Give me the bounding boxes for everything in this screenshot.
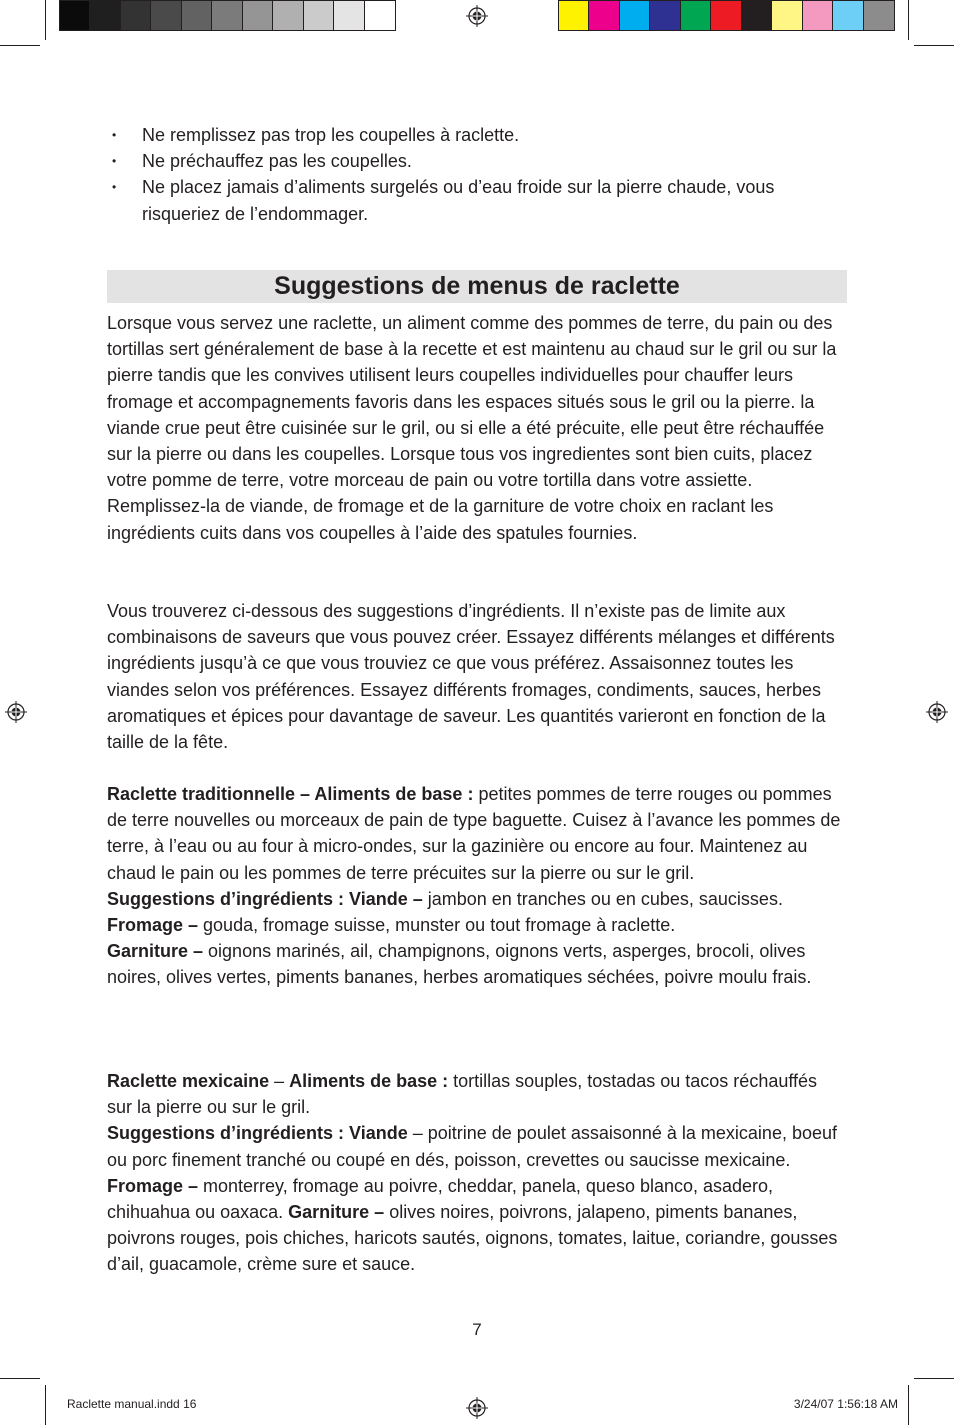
list-item: • Ne préchauffez pas les coupelles. xyxy=(107,148,847,174)
mexican-base-text: tortillas souples, tostadas ou tacos réchauffés sur la pierre ou sur le gril. xyxy=(107,1071,818,1118)
mexican-cheese-text: monterrey, fromage au poivre, cheddar, panela, queso blanco, asadero, chihuahua ou oaxaca. xyxy=(107,1175,774,1223)
crop-mark xyxy=(908,1385,909,1425)
mexican-dash: – xyxy=(269,1071,290,1091)
color-swatch xyxy=(650,1,680,30)
registration-mark-icon xyxy=(926,701,948,723)
color-swatch xyxy=(803,1,833,30)
traditional-ingredients-paragraph xyxy=(107,886,847,991)
crop-mark xyxy=(45,1385,46,1425)
gray-swatch xyxy=(90,1,120,30)
color-swatch xyxy=(559,1,589,30)
mexican-meat-text: – poitrine de poulet assaisonné à la mexicaine, boeuf ou porc finement tranché ou coupé en dés, poisson, crevettes ou saucisse mexicaine. xyxy=(107,1123,838,1170)
process-color-bar xyxy=(558,0,895,31)
mexican-cheese-label: Fromage – xyxy=(107,1175,199,1196)
registration-mark-icon xyxy=(466,1397,488,1419)
slug-filename: Raclette manual.indd 16 xyxy=(67,1397,197,1411)
color-swatch xyxy=(833,1,863,30)
traditional-base-text: petites pommes de terre rouges ou pommes de terre nouvelles ou morceaux de pain de type baguette. Cuisez à l’avance les pommes de terre, à l’eau ou au four à micro-ondes, sur la gazinière ou encore au four. Maintenez au chaud le pain ou les pommes de terre précuites sur la pierre ou sur le gril. xyxy=(107,784,841,883)
mexican-base-paragraph xyxy=(107,1068,847,1120)
crop-mark xyxy=(914,45,954,46)
gray-swatch xyxy=(212,1,242,30)
mexican-title-label: Raclette mexicaine xyxy=(107,1071,270,1091)
mexican-raclette-section xyxy=(107,1068,847,1278)
gray-swatch xyxy=(243,1,273,30)
mexican-ingredients-paragraph xyxy=(107,1120,847,1277)
suggestions-paragraph: Vous trouverez ci-dessous des suggestions d’ingrédients. Il n’existe pas de limite aux combinaisons de saveurs que vous pouvez créer. Essayez différents mélanges et différents ingrédients jusqu’à ce que vous trouviez ce que vous préférez. Assaisonnez toutes les viandes selon vos préférences. Essayez différents fromages, condiments, sauces, herbes aromatiques et épices pour davantage de saveur. Les quantités varieront en fonction de la taille de la fête. xyxy=(107,601,835,753)
crop-mark xyxy=(908,0,909,40)
mexican-base-label: Aliments de base : xyxy=(289,1071,449,1091)
gray-swatch xyxy=(182,1,212,30)
crop-mark xyxy=(914,1378,954,1379)
intro-paragraph: Lorsque vous servez une raclette, un aliment comme des pommes de terre, du pain ou des tortillas sert généralement de base à la recette et est maintenu au chaud sur le gril ou sur la pierre tandis que les convives utilisent leurs coupelles individuelles pour chauffer leurs fromage et accompagnements favoris dans les espaces situés sous le gril ou la pierre. la viande crue peut être cuisinée sur le gril, ou si elle a été précuite, elle peut être réchauffée sur la pierre ou dans les coupelles. Lorsque tous vos ingredientes sont bien cuits, placez votre pomme de terre, votre morceau de pain ou votre tortilla dans votre assiette. Remplissez-la de viande, de fromage et de la garniture de votre choix en raclant les ingrédients cuits dans vos coupelles à l’aide des spatules fournies. xyxy=(107,313,837,543)
gray-swatch xyxy=(365,1,395,30)
crop-mark xyxy=(45,0,46,40)
traditional-meat-label: Suggestions d’ingrédients : Viande – xyxy=(107,888,423,909)
section-title: Suggestions de menus de raclette xyxy=(107,270,847,303)
color-swatch xyxy=(589,1,619,30)
crop-mark xyxy=(0,1378,40,1379)
color-swatch xyxy=(742,1,772,30)
gray-swatch xyxy=(121,1,151,30)
mexican-garnish-label: Garniture – xyxy=(288,1202,385,1223)
traditional-cheese-text: gouda, fromage suisse, munster ou tout fromage à raclette. xyxy=(198,915,676,936)
traditional-garnish-text: oignons marinés, ail, champignons, oignons verts, asperges, brocoli, olives noires, olives vertes, piments bananes, herbes aromatiques séchées, poivre moulu frais. xyxy=(107,941,812,988)
slug-timestamp: 3/24/07 1:56:18 AM xyxy=(793,1397,898,1411)
registration-mark-icon xyxy=(466,5,488,27)
traditional-meat-text: jambon en tranches ou en cubes, saucisses. xyxy=(422,888,783,909)
traditional-base-paragraph xyxy=(107,781,847,886)
mexican-meat-label: Suggestions d’ingrédients : Viande xyxy=(107,1123,408,1144)
color-swatch xyxy=(772,1,802,30)
gray-swatch xyxy=(60,1,90,30)
list-item: • Ne placez jamais d’aliments surgelés ou d’eau froide sur la pierre chaude, vous risqueriez de l’endommager. xyxy=(107,174,847,226)
gray-swatch xyxy=(304,1,334,30)
list-item: • Ne remplissez pas trop les coupelles à raclette. xyxy=(107,122,847,148)
gray-swatch xyxy=(151,1,181,30)
gray-swatch xyxy=(334,1,364,30)
traditional-base-label: Raclette traditionnelle – Aliments de base : xyxy=(107,784,474,804)
traditional-cheese-label: Fromage – xyxy=(107,915,199,936)
crop-mark xyxy=(0,45,40,46)
traditional-raclette-section xyxy=(107,781,847,991)
traditional-garnish-label: Garniture – xyxy=(107,941,204,962)
color-swatch xyxy=(681,1,711,30)
grayscale-color-bar xyxy=(59,0,396,31)
gray-swatch xyxy=(273,1,303,30)
page-number: 7 xyxy=(472,1320,482,1339)
registration-mark-icon xyxy=(5,701,27,723)
mexican-garnish-text: olives noires, poivrons, jalapeno, piments bananes, poivrons rouges, pois chiches, haricots sautés, oignons, tomates, laitue, coriandre, gousses d’ail, guacamole, crème sure et sauce. xyxy=(107,1202,838,1275)
color-swatch xyxy=(864,1,894,30)
color-swatch xyxy=(711,1,741,30)
color-swatch xyxy=(620,1,650,30)
precautions-list xyxy=(107,122,847,227)
